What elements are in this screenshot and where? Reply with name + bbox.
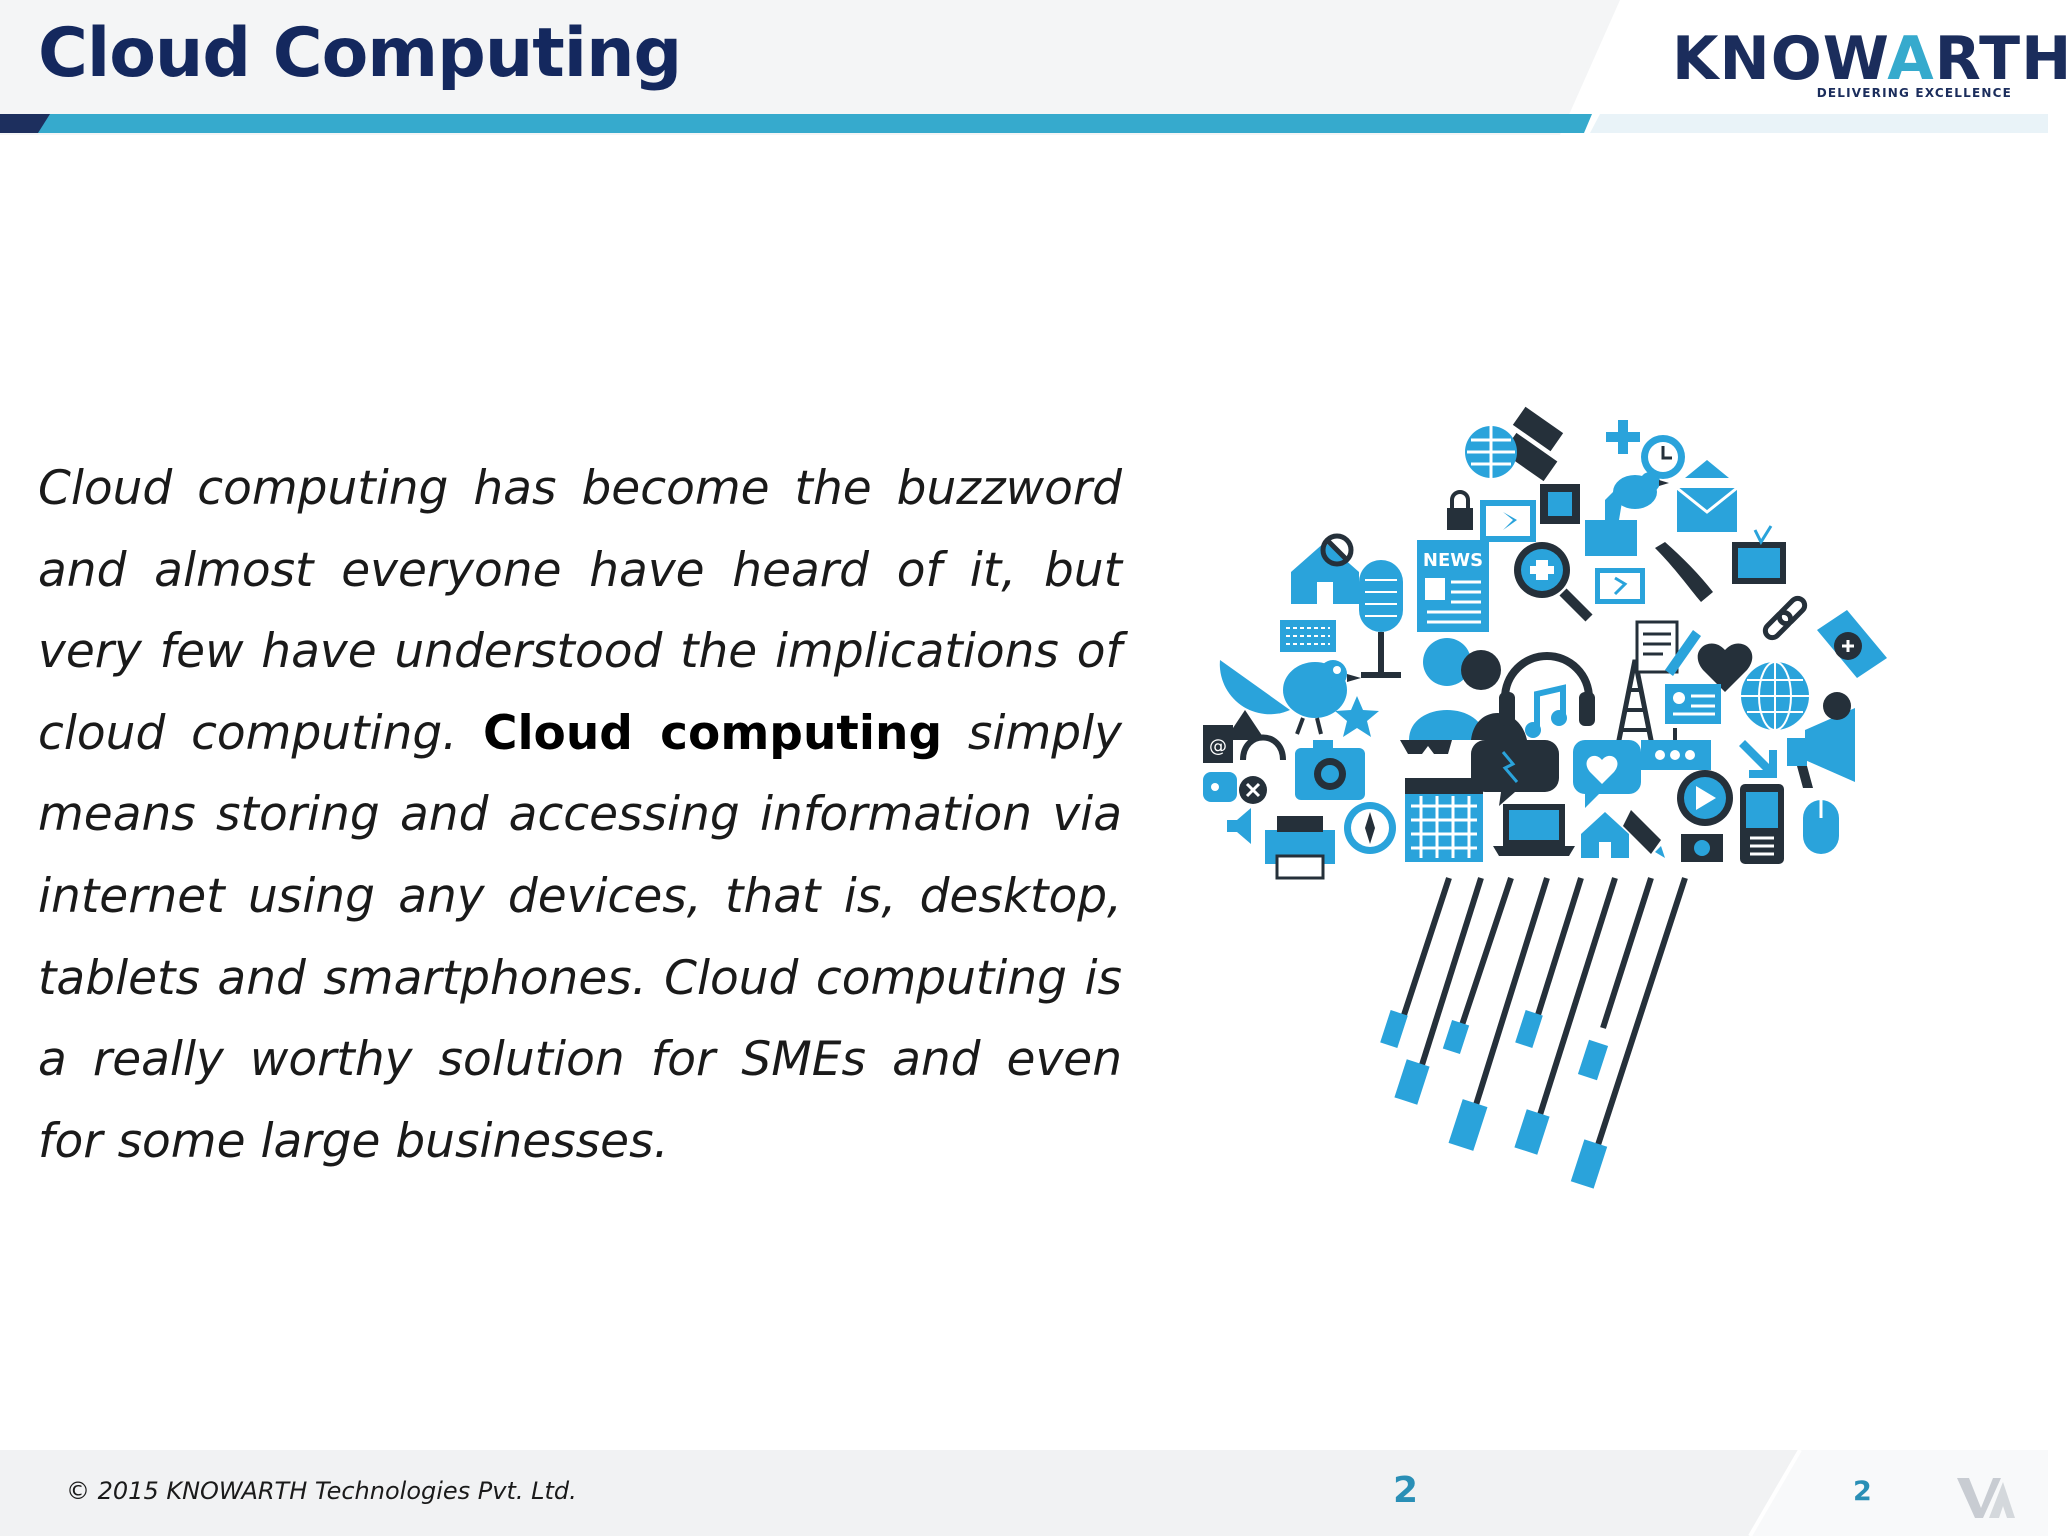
copyright-text: © 2015 KNOWARTH Technologies Pvt. Ltd. <box>66 1477 577 1505</box>
paragraph-tail: simply means storing and accessing information via internet using any devices, that is, desktop, tablets and smartphones. Cloud computing is a really worthy solution for SMEs and even for some large businesses. <box>38 705 1122 1169</box>
slide-header <box>0 0 2072 135</box>
gamepad-small-icon <box>1203 772 1237 802</box>
pen-nib-icon <box>1623 810 1665 858</box>
slide-title: Cloud Computing <box>38 14 682 93</box>
close-circle-icon <box>1239 776 1267 804</box>
logo-wordmark: KNOWARTH <box>1672 24 2072 94</box>
compass-icon <box>1344 802 1396 854</box>
search-medical-icon <box>1514 542 1589 618</box>
arrow-down-right-icon <box>1739 740 1777 778</box>
glasses-icon <box>1400 740 1452 754</box>
laptop-icon <box>1493 804 1575 856</box>
globe-icon <box>1465 426 1517 478</box>
tv-icon <box>1480 500 1536 542</box>
logo-tagline: DELIVERING EXCELLENCE <box>1816 86 2012 100</box>
envelope-icon <box>1677 460 1737 532</box>
usb-cable-icon <box>1403 878 1685 1148</box>
company-logo <box>1672 24 2072 106</box>
slide-footer <box>0 1450 2048 1536</box>
mouse-icon <box>1803 800 1839 854</box>
calendar-icon <box>1405 778 1483 862</box>
cloud-icons-illustration <box>1185 400 1900 1180</box>
usb-plug-heads <box>1380 1010 1608 1189</box>
paragraph-lead: Cloud computing has become the buzzword and almost everyone have heard of it, but very few have understood the implications of cloud computing. <box>38 461 1122 761</box>
newspaper-icon <box>1417 540 1489 632</box>
pencil-paper-icon <box>1637 622 1701 676</box>
play-icon <box>1677 770 1733 826</box>
house-small-icon <box>1581 812 1629 858</box>
camera-icon <box>1295 740 1365 800</box>
globe-grid-icon <box>1741 662 1809 730</box>
plus-icon <box>1606 420 1640 454</box>
logo-watermark-icon <box>1955 1470 2015 1520</box>
speaker-icon <box>1227 808 1251 844</box>
monitor-icon <box>1595 568 1645 604</box>
keyboard-icon <box>1280 620 1336 652</box>
film-icon <box>1540 484 1580 524</box>
smartphone-icon <box>1740 784 1784 864</box>
plug-icon <box>1243 738 1283 761</box>
lock-icon <box>1447 492 1473 530</box>
half-circle-icon <box>1823 692 1851 720</box>
gamepad-icon <box>1817 610 1887 678</box>
newspaper-label: NEWS <box>1422 550 1484 571</box>
logo-accent-letter: A <box>1887 24 1935 94</box>
page-number: 2 <box>1393 1470 1419 1511</box>
microphone-icon <box>1359 560 1403 678</box>
svg-text:@: @ <box>1209 736 1227 757</box>
printer-icon <box>1265 816 1335 878</box>
body-paragraph <box>38 448 1122 1182</box>
link-icon <box>1762 595 1807 640</box>
page-number-secondary: 2 <box>1853 1476 1872 1507</box>
camera-small-icon <box>1681 834 1723 862</box>
contact-card-icon <box>1665 684 1721 724</box>
heart-bubble-icon <box>1573 740 1641 808</box>
television-icon <box>1732 526 1786 584</box>
phone-icon <box>1655 542 1713 602</box>
paragraph-bold-term: Cloud computing <box>482 705 943 761</box>
mail-at-icon <box>1203 725 1233 763</box>
speech-bubble-icon <box>1471 740 1559 806</box>
